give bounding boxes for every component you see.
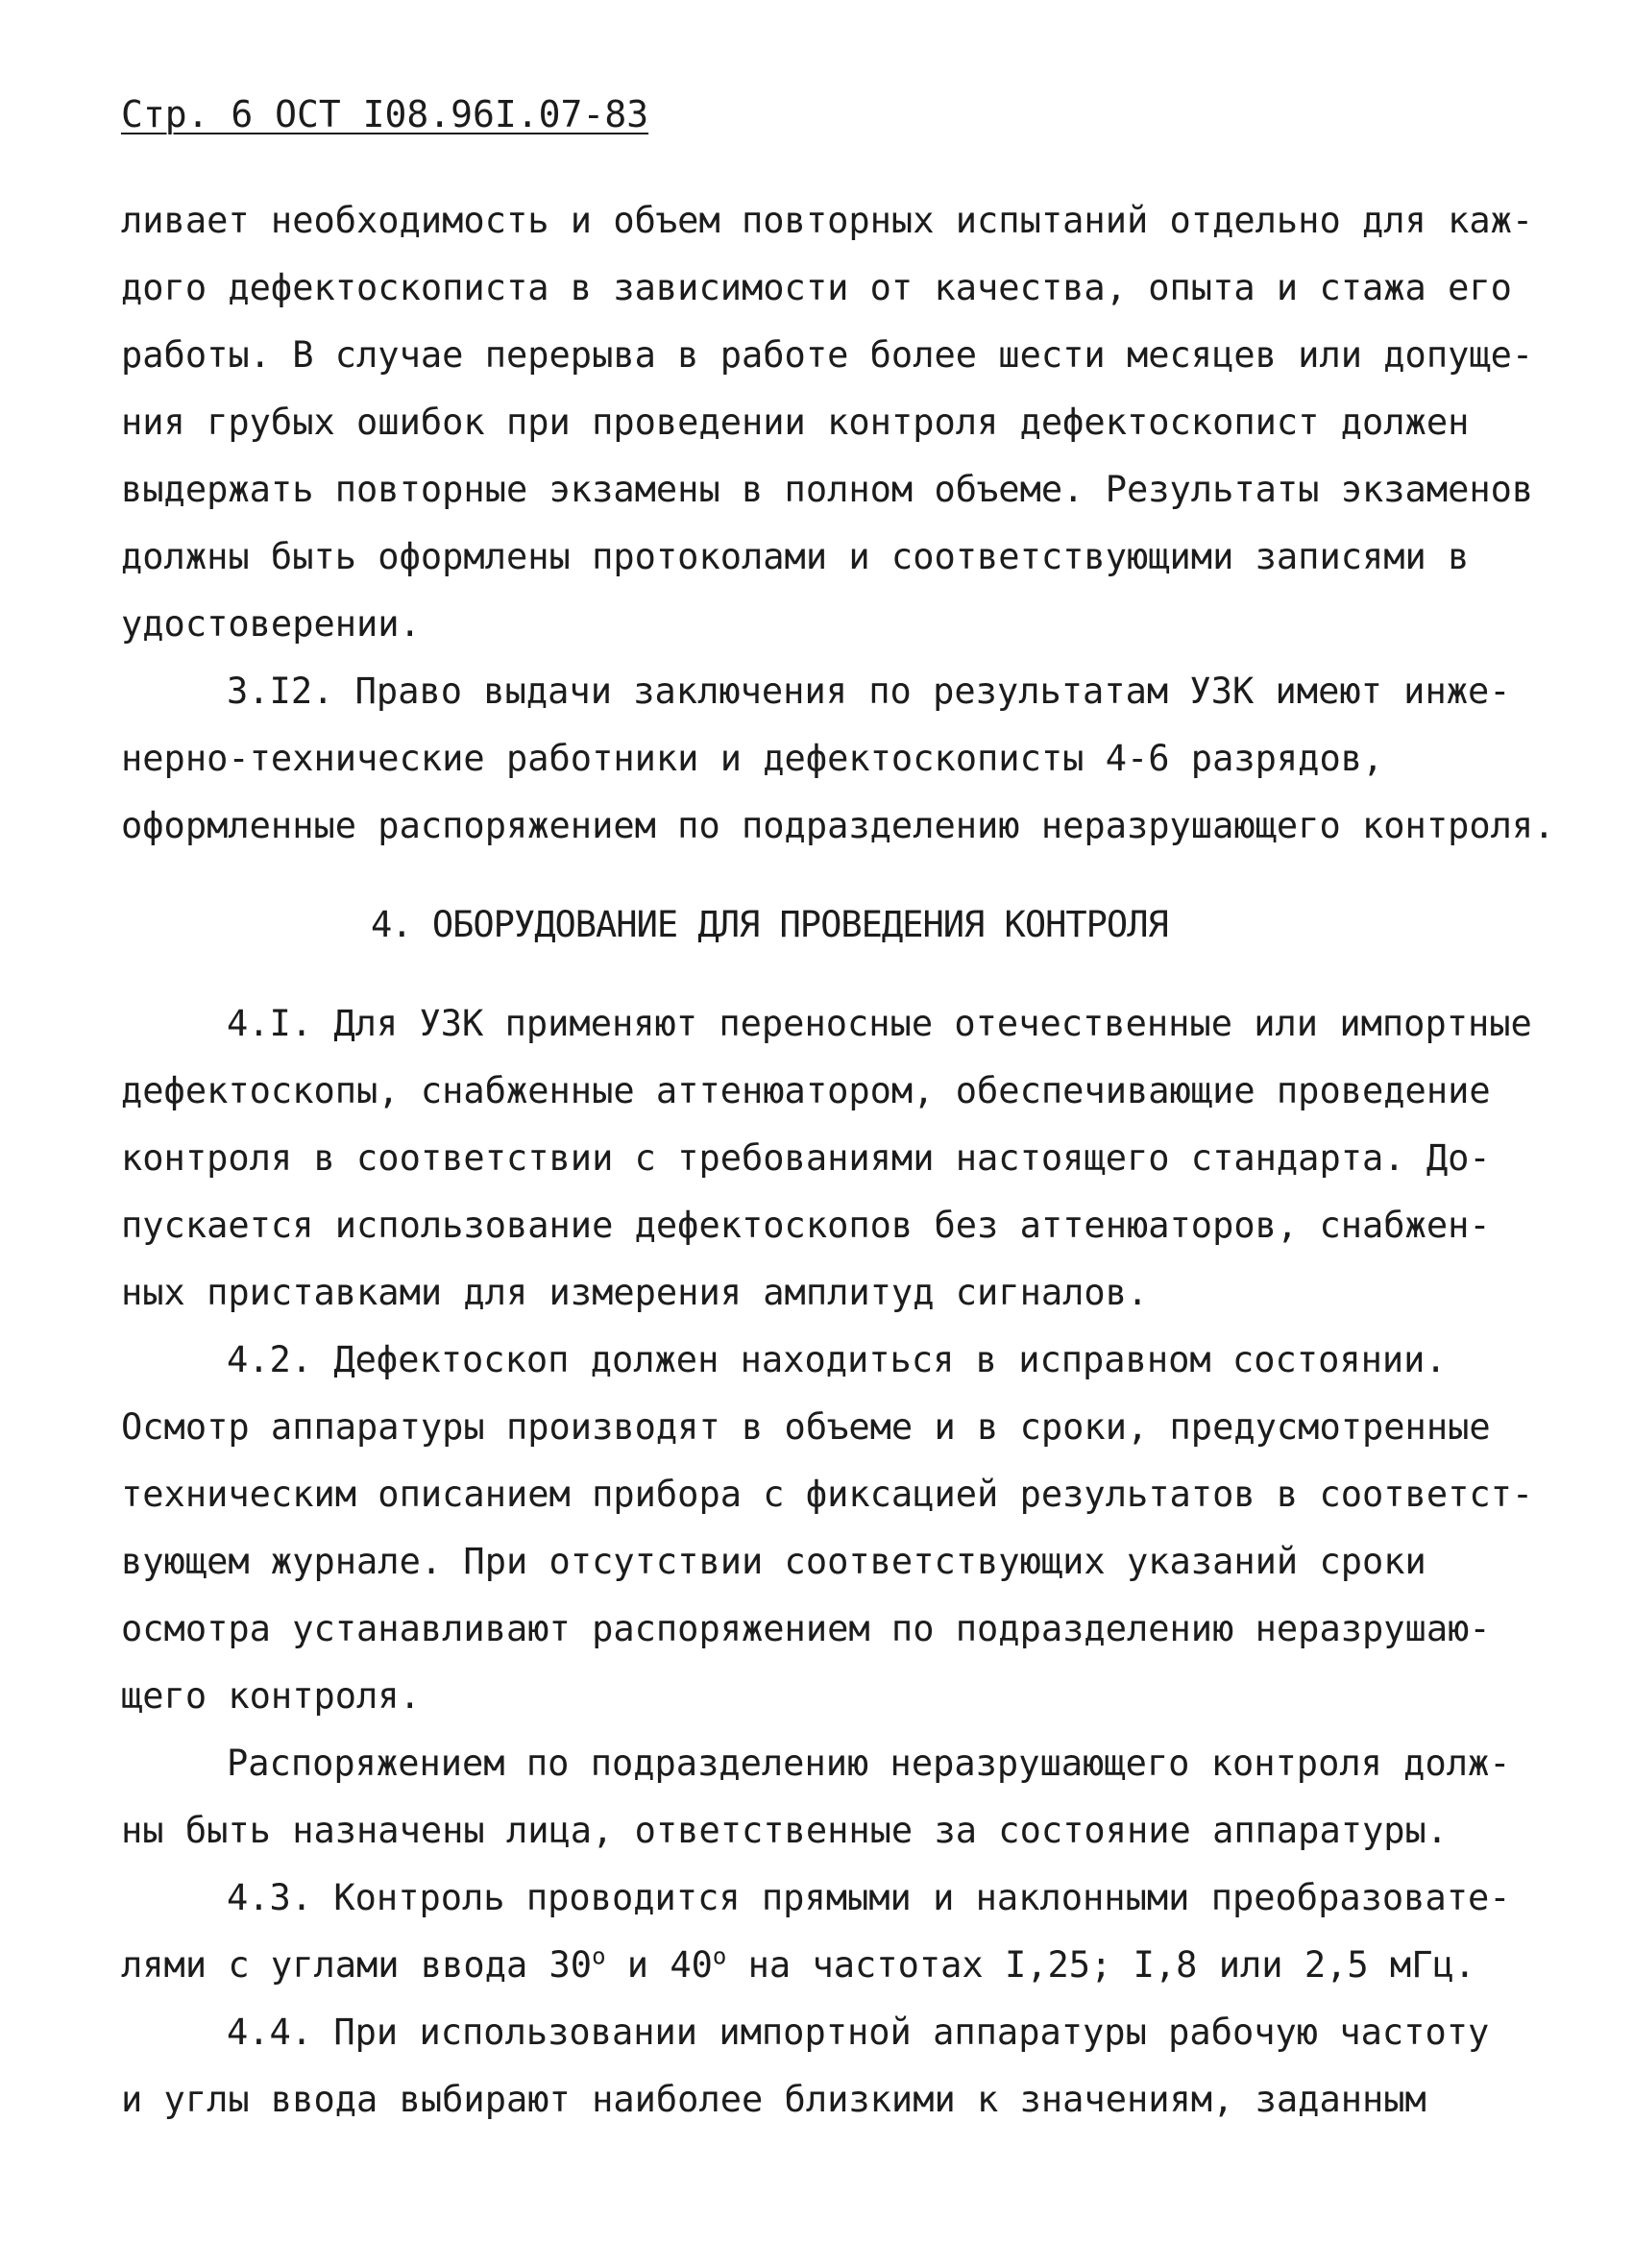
text-line-with-degrees: [121, 1932, 1543, 1999]
text-line: 4.4. При использовании импортной аппаратуры рабочую частоту: [227, 2012, 1490, 2053]
text-line: пускается использование дефектоскопов без аттенюаторов, снабжен-: [121, 1205, 1491, 1246]
text-line: должны быть оформлены протоколами и соответствующими записями в: [121, 536, 1470, 577]
text-line: удостоверении.: [121, 603, 421, 645]
text-line: техническим описанием прибора с фиксацией результатов в соответст-: [121, 1474, 1534, 1515]
text-line: нерно-технические работники и дефектоскописты 4-6 разрядов,: [121, 738, 1384, 779]
text-line: 4.3. Контроль проводится прямыми и наклонными преобразовате-: [227, 1877, 1511, 1918]
paragraph-responsibility: [121, 1730, 1543, 1865]
text-line: ния грубых ошибок при проведении контроля дефектоскопист должен: [121, 402, 1470, 443]
text-line: Распоряжением по подразделению неразрушающего контроля долж-: [227, 1743, 1511, 1784]
page-header: Стр. 6 ОСТ I08.96I.07-83: [121, 93, 649, 135]
text-line: оформленные распоряжением по подразделению неразрушающего контроля.: [121, 805, 1555, 846]
section-heading: 4. ОБОРУДОВАНИЕ ДЛЯ ПРОВЕДЕНИЯ КОНТРОЛЯ: [371, 904, 1168, 945]
text-line: ных приставками для измерения амплитуд сигналов.: [121, 1272, 1149, 1313]
text-fragment: и 40: [605, 1944, 713, 1986]
text-fragment: лями с углами ввода 30: [121, 1944, 593, 1986]
text-line: 4.I. Для УЗК применяют переносные отечественные или импортные: [227, 1003, 1532, 1044]
text-line: Осмотр аппаратуры производят в объеме и в сроки, предусмотренные: [121, 1406, 1491, 1448]
text-line: осмотра устанавливают распоряжением по подразделению неразрушаю-: [121, 1608, 1491, 1649]
text-line: ливает необходимость и объем повторных испытаний отдельно для каж-: [121, 200, 1534, 241]
text-line: вующем журнале. При отсутствии соответствующих указаний сроки: [121, 1541, 1426, 1582]
paragraph-continuation: [121, 187, 1543, 658]
paragraph-4-1: [121, 990, 1543, 1327]
text-line: работы. В случае перерыва в работе более шести месяцев или допуще-: [121, 334, 1534, 376]
text-line: дого дефектоскописта в зависимости от качества, опыта и стажа его: [121, 267, 1512, 308]
degree-mark: о: [712, 1942, 727, 1970]
text-line: 4.2. Дефектоскоп должен находиться в исправном состоянии.: [227, 1339, 1447, 1380]
text-fragment: на частотах I,25; I,8 или 2,5 мГц.: [726, 1944, 1476, 1986]
document-body: [121, 187, 1555, 2134]
paragraph-4-2: [121, 1327, 1543, 1730]
paragraph-4-4: [121, 1999, 1543, 2134]
text-line: ны быть назначены лица, ответственные за состояние аппаратуры.: [121, 1810, 1449, 1851]
degree-mark: о: [592, 1942, 606, 1970]
text-line: выдержать повторные экзамены в полном объеме. Результаты экзаменов: [121, 469, 1534, 510]
paragraph-3-12: [121, 658, 1555, 860]
text-line: контроля в соответствии с требованиями настоящего стандарта. До-: [121, 1137, 1491, 1179]
text-line: дефектоскопы, снабженные аттенюатором, обеспечивающие проведение: [121, 1070, 1491, 1111]
paragraph-4-3: [121, 1865, 1543, 1999]
text-line: 3.I2. Право выдачи заключения по результатам УЗК имеют инже-: [227, 671, 1511, 712]
text-line: и углы ввода выбирают наиболее близкими к значениям, заданным: [121, 2079, 1426, 2120]
text-line: щего контроля.: [121, 1675, 421, 1717]
